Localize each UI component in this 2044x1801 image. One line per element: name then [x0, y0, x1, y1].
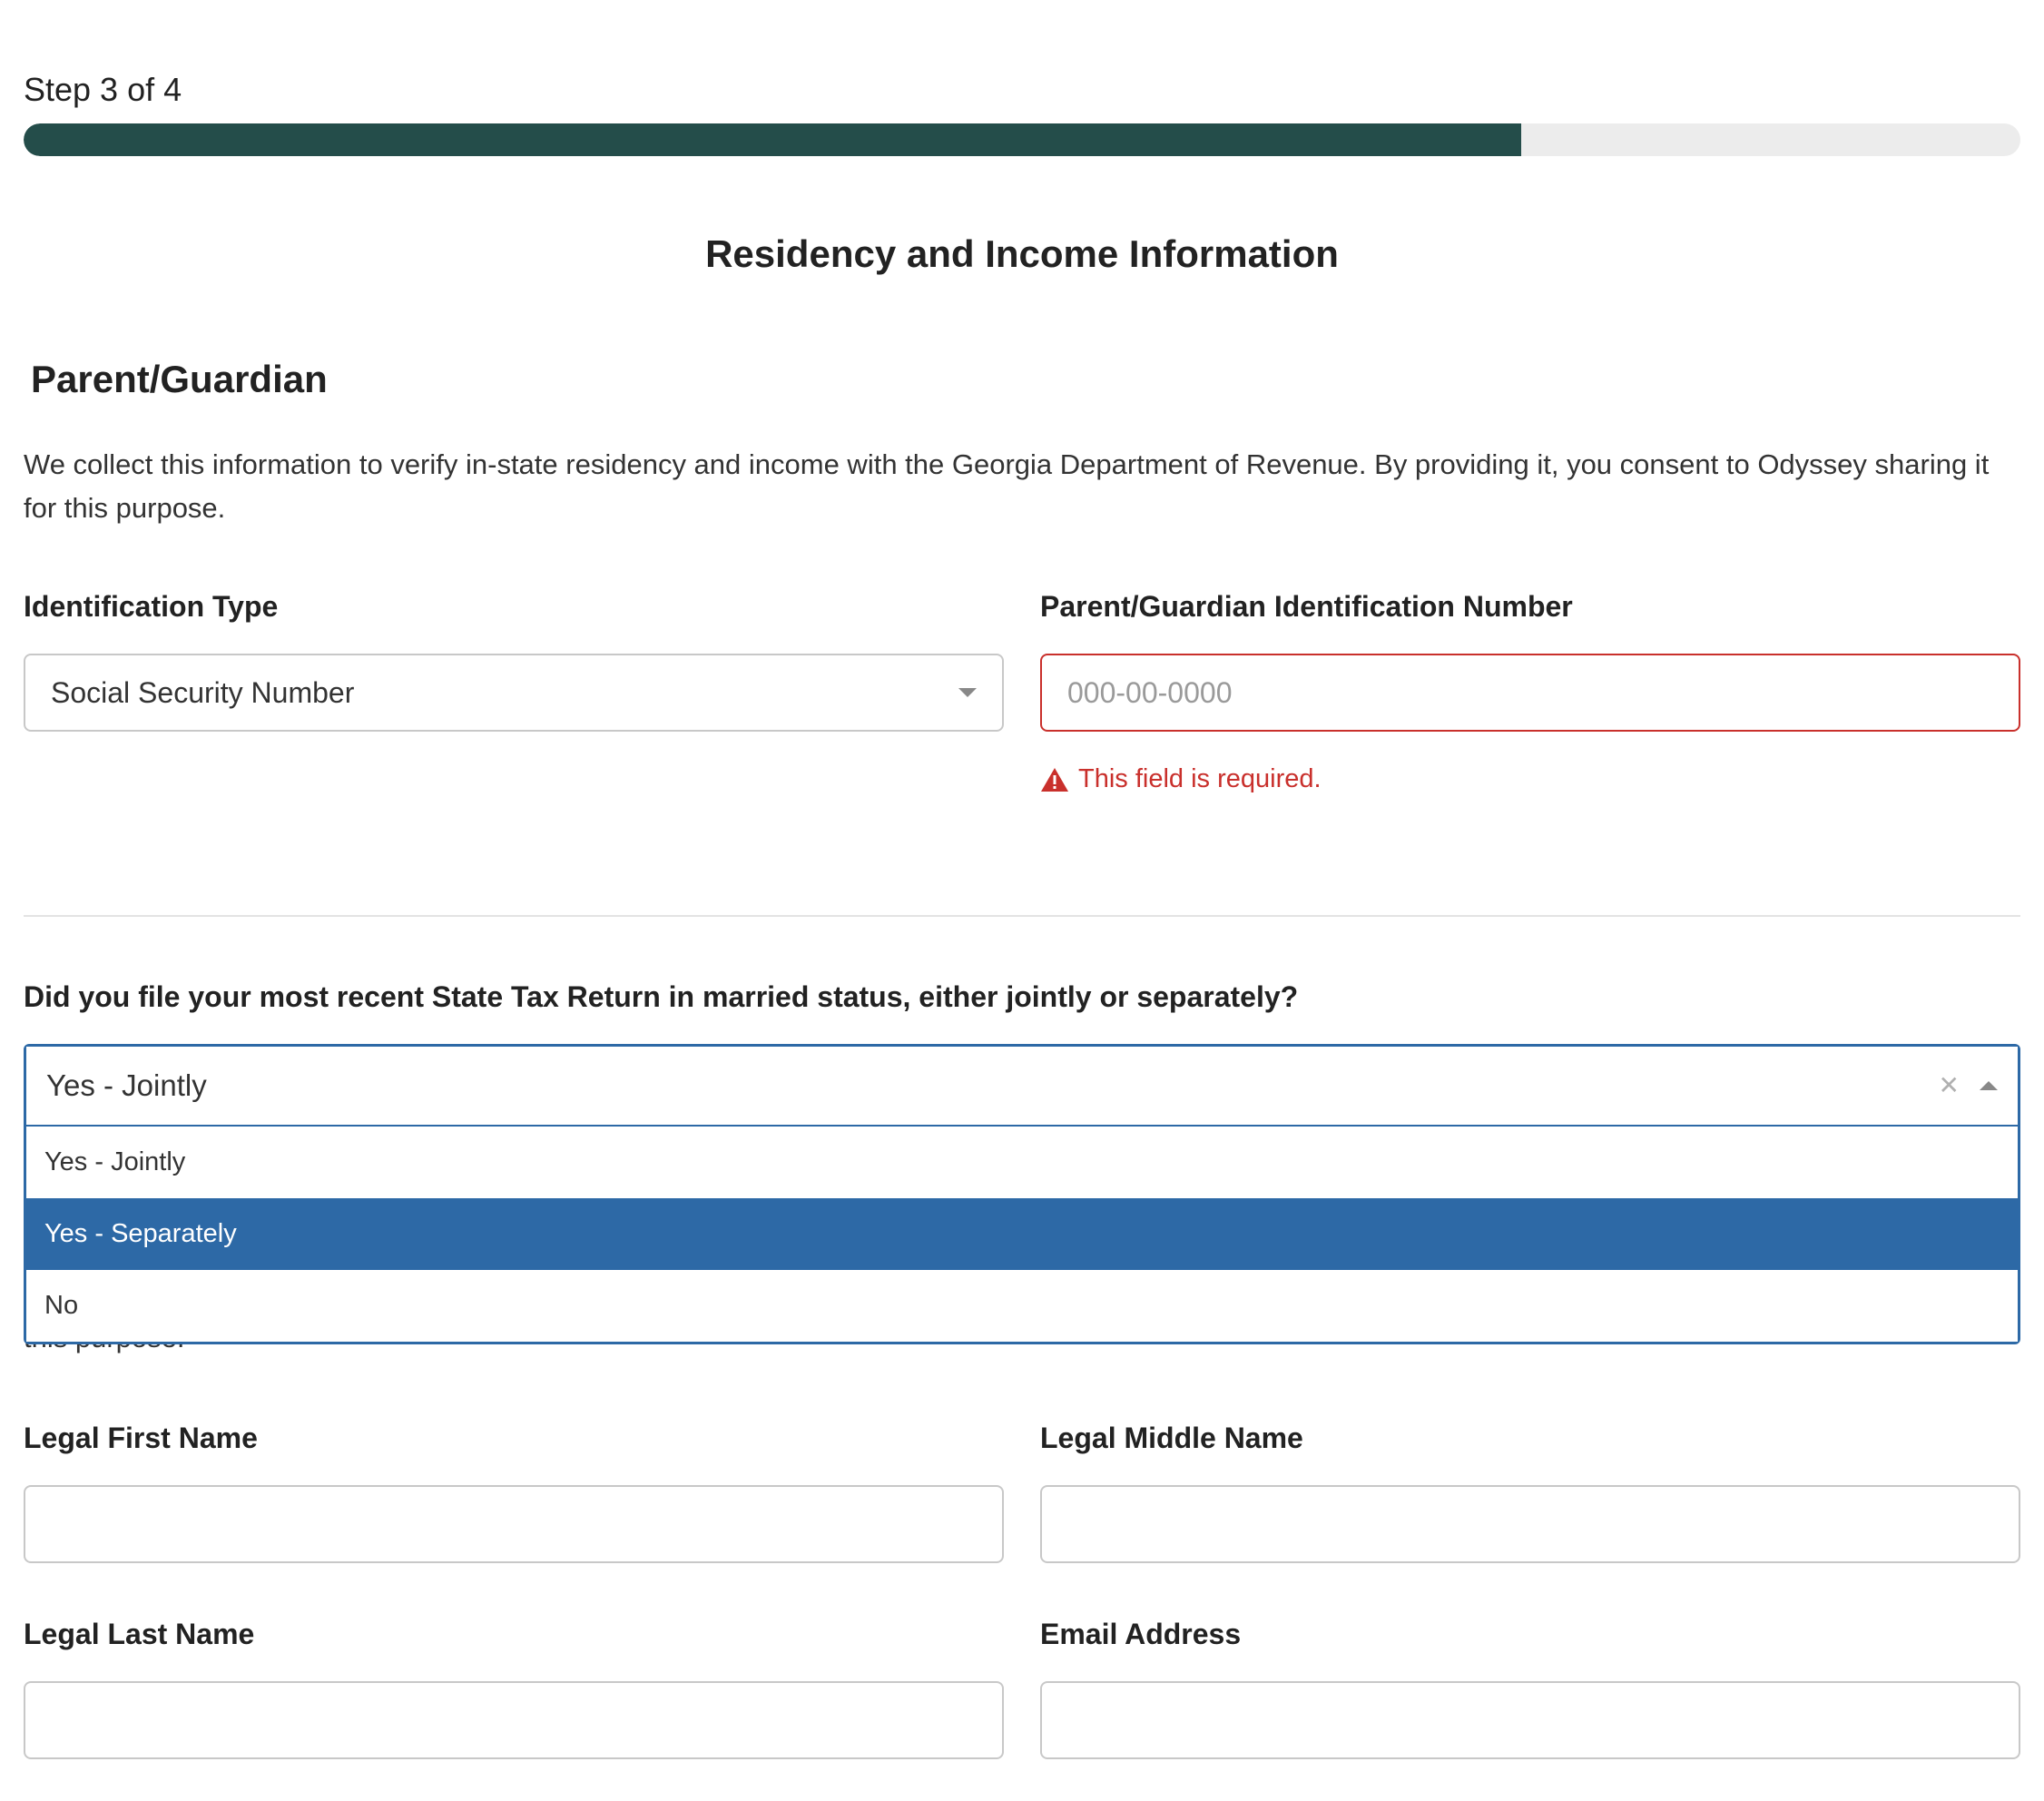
section-title: Parent/Guardian	[31, 358, 328, 400]
married-status-select[interactable]	[24, 1044, 2020, 1344]
middle-name-label: Legal Middle Name	[1040, 1422, 1303, 1454]
progress-bar-fill	[24, 123, 1521, 156]
first-name-input[interactable]	[24, 1485, 1004, 1563]
clear-icon[interactable]: ✕	[1938, 1071, 1960, 1099]
first-name-label: Legal First Name	[24, 1422, 258, 1454]
option-no[interactable]: No	[26, 1270, 2018, 1342]
page-title: Residency and Income Information	[705, 232, 1339, 275]
married-status-select-head[interactable]	[26, 1047, 2018, 1127]
option-yes-separately[interactable]: Yes - Separately	[26, 1198, 2018, 1270]
id-type-value: Social Security Number	[51, 675, 355, 709]
last-name-label: Legal Last Name	[24, 1618, 255, 1650]
warning-icon	[1040, 767, 1069, 792]
middle-name-input[interactable]	[1040, 1485, 2020, 1563]
last-name-input[interactable]	[24, 1681, 1004, 1759]
id-number-error	[1040, 764, 1322, 794]
married-status-value: Yes - Jointly	[46, 1068, 207, 1102]
married-status-label: Did you file your most recent State Tax Return in married status, either jointly or separately?	[24, 980, 1299, 1013]
section-description: We collect this information to verify in-state residency and income with the Georgia Department of Revenue. By providing it, you consent to Odyssey sharing it for this purpose.	[24, 448, 1990, 524]
option-yes-jointly[interactable]: Yes - Jointly	[26, 1127, 2018, 1198]
chevron-down-icon	[958, 688, 977, 697]
id-number-input[interactable]	[1040, 654, 2020, 732]
step-indicator: Step 3 of 4	[24, 71, 182, 108]
email-input[interactable]	[1040, 1681, 2020, 1759]
progress-bar	[24, 123, 2020, 156]
id-number-label: Parent/Guardian Identification Number	[1040, 590, 1573, 623]
error-text: This field is required.	[1078, 764, 1322, 793]
id-type-label: Identification Type	[24, 590, 279, 623]
id-type-select[interactable]	[24, 654, 1004, 732]
chevron-up-icon[interactable]	[1980, 1081, 1998, 1090]
email-label: Email Address	[1040, 1618, 1242, 1650]
section-divider	[24, 915, 2020, 917]
